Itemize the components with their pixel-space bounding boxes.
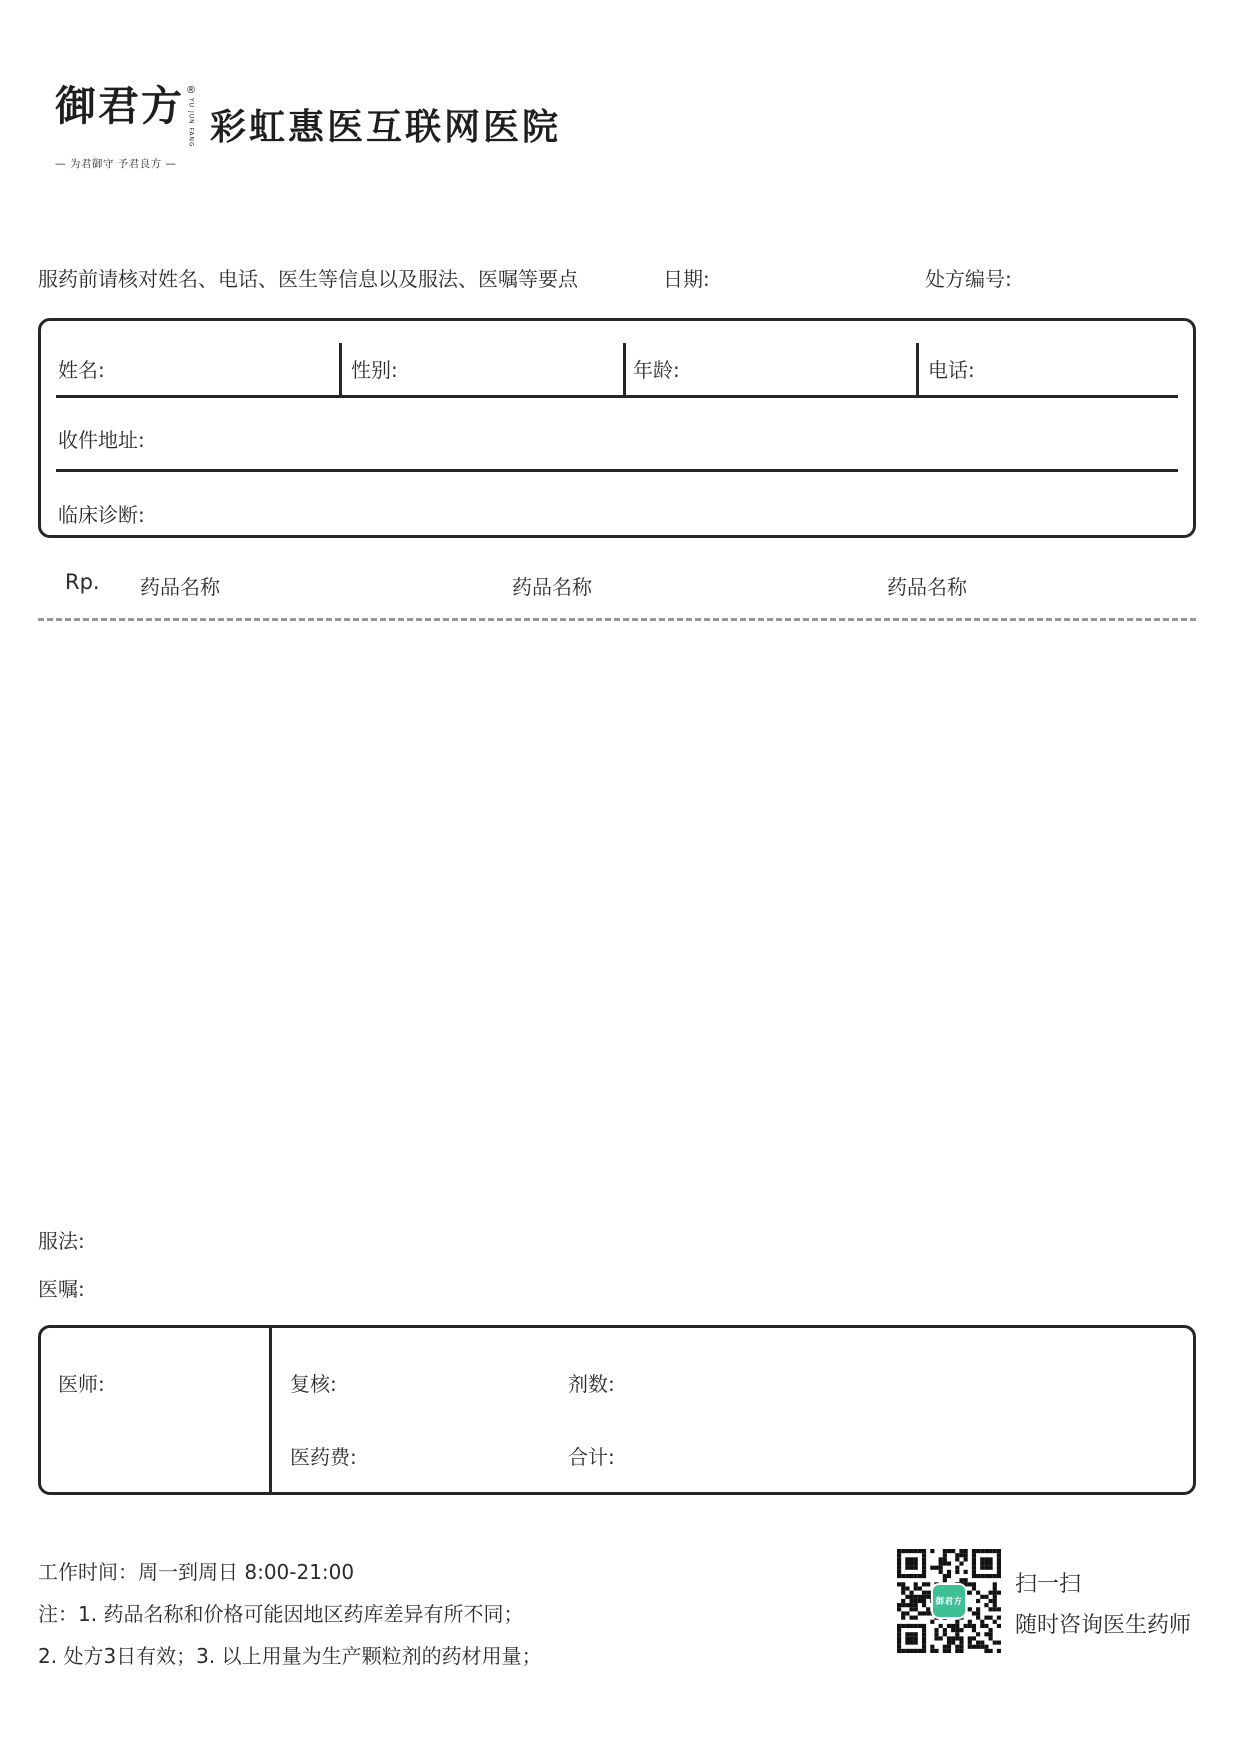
consult-caption: 随时咨询医生药师 (1015, 1613, 1192, 1638)
qr-center-brand-logo: 御君方 (931, 1583, 967, 1619)
shipping-address-label: 收件地址: (58, 428, 145, 452)
column-divider (916, 343, 919, 398)
doctor-advice-label: 医嘱: (38, 1277, 85, 1301)
review-label: 复核: (290, 1372, 337, 1396)
drug-name-column-header: 药品名称 (512, 575, 592, 599)
physician-label: 医师: (58, 1372, 105, 1396)
date-label: 日期: (663, 267, 710, 291)
column-divider (623, 343, 626, 398)
row-divider (56, 469, 1178, 472)
patient-phone-label: 电话: (928, 358, 975, 382)
brand-logo-side (186, 86, 196, 148)
brand-logo-text: 御君方 (55, 82, 184, 130)
footer-note-line2: 2. 处方3日有效；3. 以上用量为生产颗粒剂的药材用量； (38, 1644, 542, 1668)
signature-box (38, 1325, 1196, 1495)
patient-name-label: 姓名: (58, 358, 105, 382)
prescription-number-label: 处方编号: (925, 267, 1012, 291)
work-hours-text: 工作时间：周一到周日 8:00-21:00 (38, 1560, 355, 1584)
column-divider (339, 343, 342, 398)
brand-tagline: — 为君御守 予君良方 — (55, 157, 177, 170)
drug-name-column-header: 药品名称 (140, 575, 220, 599)
drug-name-column-header: 药品名称 (887, 575, 967, 599)
footer-note-line1: 注：1. 药品名称和价格可能因地区药库差异有所不同； (38, 1602, 524, 1626)
column-divider (269, 1328, 272, 1492)
rp-label: Rp. (65, 570, 100, 594)
usage-method-label: 服法: (38, 1229, 85, 1253)
clinical-diagnosis-label: 临床诊断: (58, 503, 145, 527)
brand-logo (55, 82, 205, 171)
patient-info-box (38, 318, 1196, 538)
qr-code (897, 1549, 1001, 1653)
total-label: 合计: (568, 1445, 615, 1469)
rx-separator-dashed-line (38, 618, 1196, 621)
brand-logo-pinyin: YU JUN FANG (187, 98, 195, 148)
row-divider (56, 395, 1178, 398)
dose-count-label: 剂数: (568, 1372, 615, 1396)
brand-logo-main (55, 82, 205, 148)
patient-age-label: 年龄: (633, 358, 680, 382)
scan-caption: 扫一扫 (1015, 1572, 1082, 1597)
hospital-name: 彩虹惠医互联网医院 (210, 107, 562, 148)
patient-gender-label: 性别: (351, 358, 398, 382)
registered-trademark-icon: ® (186, 85, 196, 96)
medicine-fee-label: 医药费: (290, 1445, 357, 1469)
verification-notice: 服药前请核对姓名、电话、医生等信息以及服法、医嘱等要点 (38, 267, 578, 291)
